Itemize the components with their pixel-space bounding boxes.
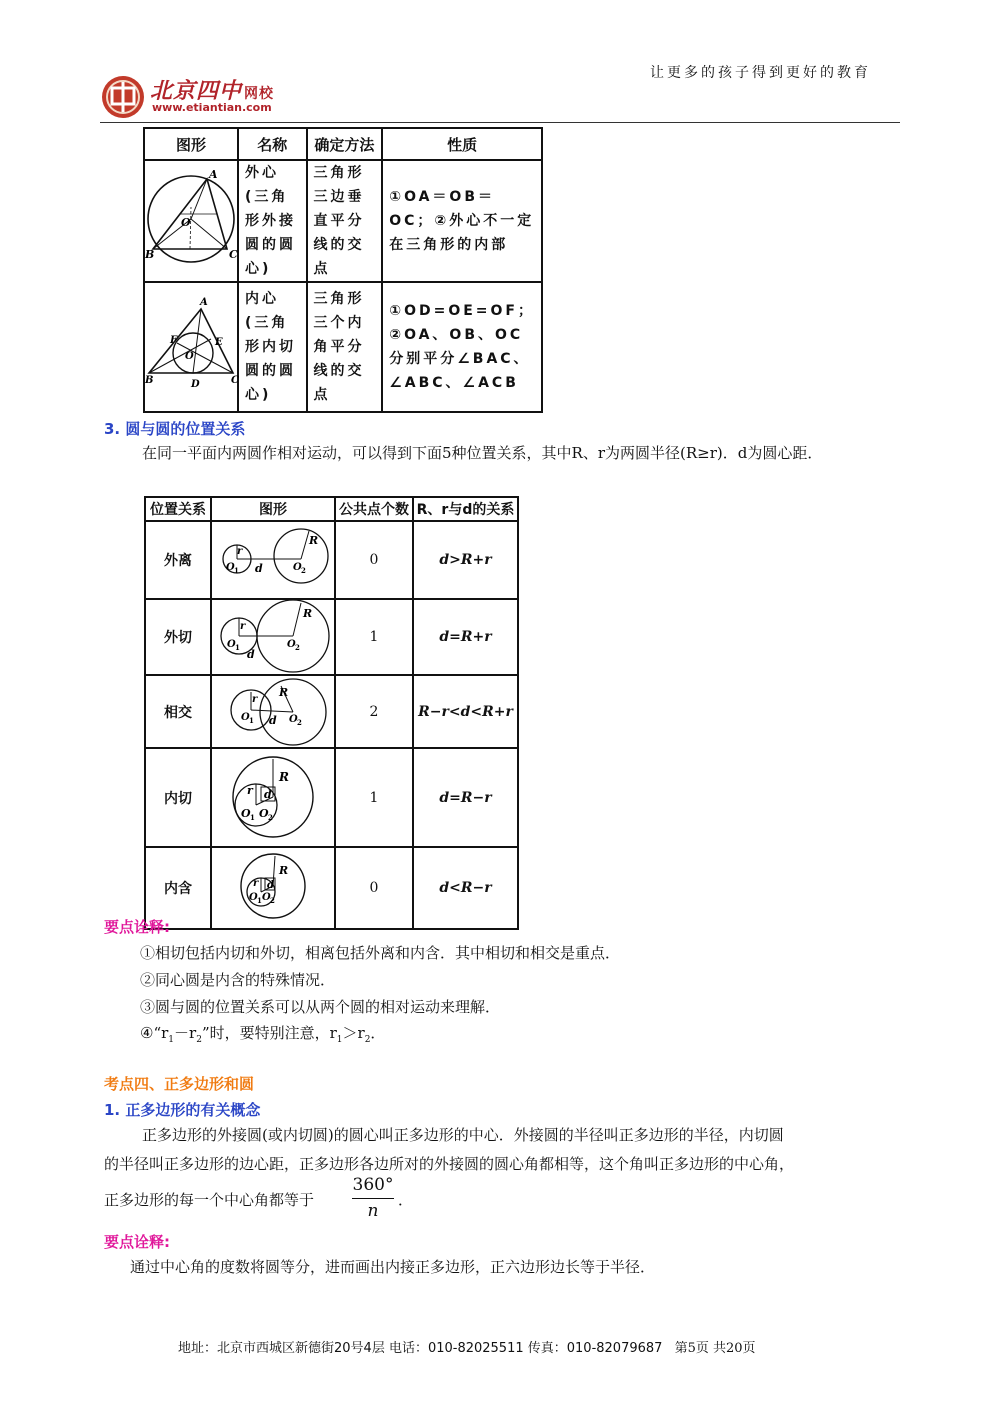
row-count: 0 bbox=[335, 521, 413, 599]
note4-text-c: ”时，要特别注意，r bbox=[201, 1024, 337, 1042]
logo-name: 北京四中 bbox=[150, 78, 243, 104]
svg-text:r: r bbox=[253, 878, 259, 889]
t2-header-position: 位置关系 bbox=[145, 497, 211, 521]
svg-text:O: O bbox=[249, 892, 258, 903]
separate-figure bbox=[211, 521, 335, 599]
svg-text:O: O bbox=[181, 216, 194, 229]
section4-title: 考点四、正多边形和圆 bbox=[104, 1075, 255, 1093]
svg-text:R: R bbox=[309, 534, 319, 547]
svg-text:1: 1 bbox=[257, 896, 262, 905]
svg-text:O: O bbox=[241, 807, 251, 820]
notes1-title: 要点诠释: bbox=[104, 918, 170, 936]
logo-url: www.etiantian.com bbox=[152, 101, 272, 114]
row-relation: d=R−r bbox=[413, 748, 518, 847]
fraction-numerator: 360° bbox=[352, 1175, 394, 1195]
note4-text-d: ＞r bbox=[342, 1024, 365, 1042]
note4-text-b: －r bbox=[174, 1024, 197, 1042]
table-row bbox=[145, 847, 518, 929]
svg-text:O: O bbox=[262, 892, 271, 903]
header-slogan: 让更多的孩子得到更好的教育 bbox=[650, 65, 871, 81]
svg-text:D: D bbox=[191, 379, 203, 390]
incenter-name: 内心(三角形内切圆的圆心) bbox=[238, 282, 307, 412]
section4-para-end: ． bbox=[398, 1191, 414, 1209]
svg-text:2: 2 bbox=[295, 643, 300, 652]
notes1-item-3: ③圆与圆的位置关系可以从两个圆的相对运动来理解． bbox=[140, 998, 501, 1016]
section3-title: 3. 圆与圆的位置关系 bbox=[104, 420, 246, 438]
row-name: 内切 bbox=[145, 748, 211, 847]
contained-figure bbox=[211, 847, 335, 929]
t1-header-method: 确定方法 bbox=[307, 128, 383, 160]
row-name: 外离 bbox=[145, 521, 211, 599]
svg-text:R: R bbox=[303, 607, 313, 620]
note4-sub-b: 2 bbox=[196, 1035, 202, 1045]
central-angle-fraction bbox=[352, 1175, 394, 1221]
svg-text:R: R bbox=[279, 864, 289, 877]
circumcenter-property: ①OA＝OB＝OC；②外心不一定在三角形的内部 bbox=[382, 160, 542, 282]
svg-text:O: O bbox=[259, 807, 269, 820]
svg-text:R: R bbox=[279, 686, 289, 699]
note4-sub-c: 1 bbox=[336, 1035, 343, 1045]
notes2-text: 通过中心角的度数将圆等分，进而画出内接正多边形，正六边形边长等于半径． bbox=[130, 1258, 656, 1276]
svg-text:E: E bbox=[215, 337, 226, 348]
note4-sub-d: 2 bbox=[364, 1035, 371, 1045]
svg-text:r: r bbox=[252, 694, 258, 705]
svg-text:d: d bbox=[269, 714, 277, 727]
note4-sub-a: 1 bbox=[168, 1035, 175, 1045]
externally-tangent-figure bbox=[211, 599, 335, 675]
row-relation: d=R+r bbox=[413, 599, 518, 675]
fraction-bar bbox=[352, 1198, 394, 1199]
svg-text:B: B bbox=[145, 375, 157, 386]
svg-text:r: r bbox=[247, 784, 253, 797]
row-count: 2 bbox=[335, 675, 413, 748]
intersecting-figure bbox=[211, 675, 335, 748]
center-table bbox=[143, 127, 543, 413]
svg-text:1: 1 bbox=[234, 566, 239, 575]
t2-header-figure: 图形 bbox=[211, 497, 335, 521]
row-count: 0 bbox=[335, 847, 413, 929]
row-count: 1 bbox=[335, 748, 413, 847]
svg-text:2: 2 bbox=[268, 813, 273, 822]
t2-header-relation: R、r与d的关系 bbox=[413, 497, 518, 521]
section3-intro: 在同一平面内两圆作相对运动，可以得到下面5种位置关系，其中R、r为两圆半径(R≥r)．d为圆心距． bbox=[142, 444, 823, 462]
svg-text:F: F bbox=[170, 335, 181, 346]
svg-text:1: 1 bbox=[250, 813, 255, 822]
svg-text:O: O bbox=[287, 639, 296, 650]
circumcenter-name: 外心(三角形外接圆的圆心) bbox=[238, 160, 307, 282]
t1-header-property: 性质 bbox=[382, 128, 542, 160]
svg-text:R: R bbox=[279, 770, 289, 784]
svg-text:C: C bbox=[229, 248, 241, 261]
table-row bbox=[145, 521, 518, 599]
footer-address: 地址：北京市西城区新德街20号4层 电话：010-82025511 传真：010-82079687 bbox=[178, 1341, 663, 1356]
circumcenter-method: 三角形三边垂直平分线的交点 bbox=[307, 160, 383, 282]
notes1-item-1: ①相切包括内切和外切，相离包括外离和内含．其中相切和相交是重点． bbox=[140, 944, 621, 962]
footer-page: 第5页 共20页 bbox=[674, 1341, 756, 1356]
svg-text:A: A bbox=[209, 168, 221, 181]
row-name: 相交 bbox=[145, 675, 211, 748]
section4-para-line3: 正多边形的每一个中心角都等于 bbox=[104, 1191, 315, 1209]
svg-text:d: d bbox=[264, 788, 272, 801]
row-name: 内含 bbox=[145, 847, 211, 929]
svg-text:r: r bbox=[240, 621, 246, 632]
row-name: 外切 bbox=[145, 599, 211, 675]
svg-text:2: 2 bbox=[297, 718, 302, 727]
svg-text:O: O bbox=[226, 562, 235, 573]
t1-header-name: 名称 bbox=[238, 128, 307, 160]
table-row bbox=[145, 599, 518, 675]
row-relation: d<R−r bbox=[413, 847, 518, 929]
svg-text:B: B bbox=[145, 248, 158, 261]
svg-text:2: 2 bbox=[270, 896, 275, 905]
svg-text:O: O bbox=[289, 714, 298, 725]
circle-relation-table bbox=[144, 496, 519, 930]
table-row bbox=[145, 675, 518, 748]
svg-text:C: C bbox=[231, 375, 242, 386]
internally-tangent-figure bbox=[211, 748, 335, 847]
svg-text:O: O bbox=[241, 712, 250, 723]
note4-text-a: ④“r bbox=[140, 1024, 169, 1042]
svg-text:d: d bbox=[255, 562, 263, 575]
logo-emblem-icon bbox=[100, 74, 148, 120]
section4-para-line1: 正多边形的外接圆(或内切圆)的圆心叫正多边形的中心．外接圆的半径叫正多边形的半径，内切圆 bbox=[142, 1126, 784, 1144]
table-row bbox=[145, 748, 518, 847]
svg-text:1: 1 bbox=[235, 643, 240, 652]
footer bbox=[178, 1337, 756, 1356]
circumcenter-figure bbox=[144, 160, 241, 282]
svg-text:O: O bbox=[185, 351, 197, 362]
svg-text:A: A bbox=[200, 297, 211, 308]
logo-suffix: 网校 bbox=[244, 86, 275, 102]
notes2-title: 要点诠释: bbox=[104, 1233, 170, 1251]
fraction-denominator: n bbox=[367, 1201, 379, 1221]
row-relation: d>R+r bbox=[413, 521, 518, 599]
svg-text:d: d bbox=[247, 648, 255, 661]
row-relation: R−r<d<R+r bbox=[413, 675, 518, 748]
section4-subtitle: 1. 正多边形的有关概念 bbox=[104, 1101, 261, 1119]
svg-text:O: O bbox=[227, 639, 236, 650]
svg-text:O: O bbox=[293, 562, 302, 573]
t1-header-figure: 图形 bbox=[144, 128, 238, 160]
notes1-item-4 bbox=[140, 1022, 385, 1045]
row-count: 1 bbox=[335, 599, 413, 675]
incenter-method: 三角形三个内角平分线的交点 bbox=[307, 282, 383, 412]
svg-text:r: r bbox=[237, 546, 243, 557]
t2-header-count: 公共点个数 bbox=[335, 497, 413, 521]
incenter-figure bbox=[144, 282, 242, 412]
note4-text-e: ． bbox=[370, 1024, 386, 1042]
section4-para-line2: 的半径叫正多边形的边心距，正多边形各边所对的外接圆的圆心角都相等，这个角叫正多边形的中心角， bbox=[104, 1155, 795, 1173]
svg-text:d: d bbox=[267, 880, 274, 891]
header-divider bbox=[100, 122, 900, 123]
svg-text:1: 1 bbox=[249, 716, 254, 725]
svg-text:2: 2 bbox=[301, 566, 306, 575]
incenter-property: ①OD=OE=OF；②OA、OB、OC分别平分∠BAC、∠ABC、∠ACB bbox=[382, 282, 542, 412]
notes1-item-2: ②同心圆是内含的特殊情况． bbox=[140, 971, 336, 989]
